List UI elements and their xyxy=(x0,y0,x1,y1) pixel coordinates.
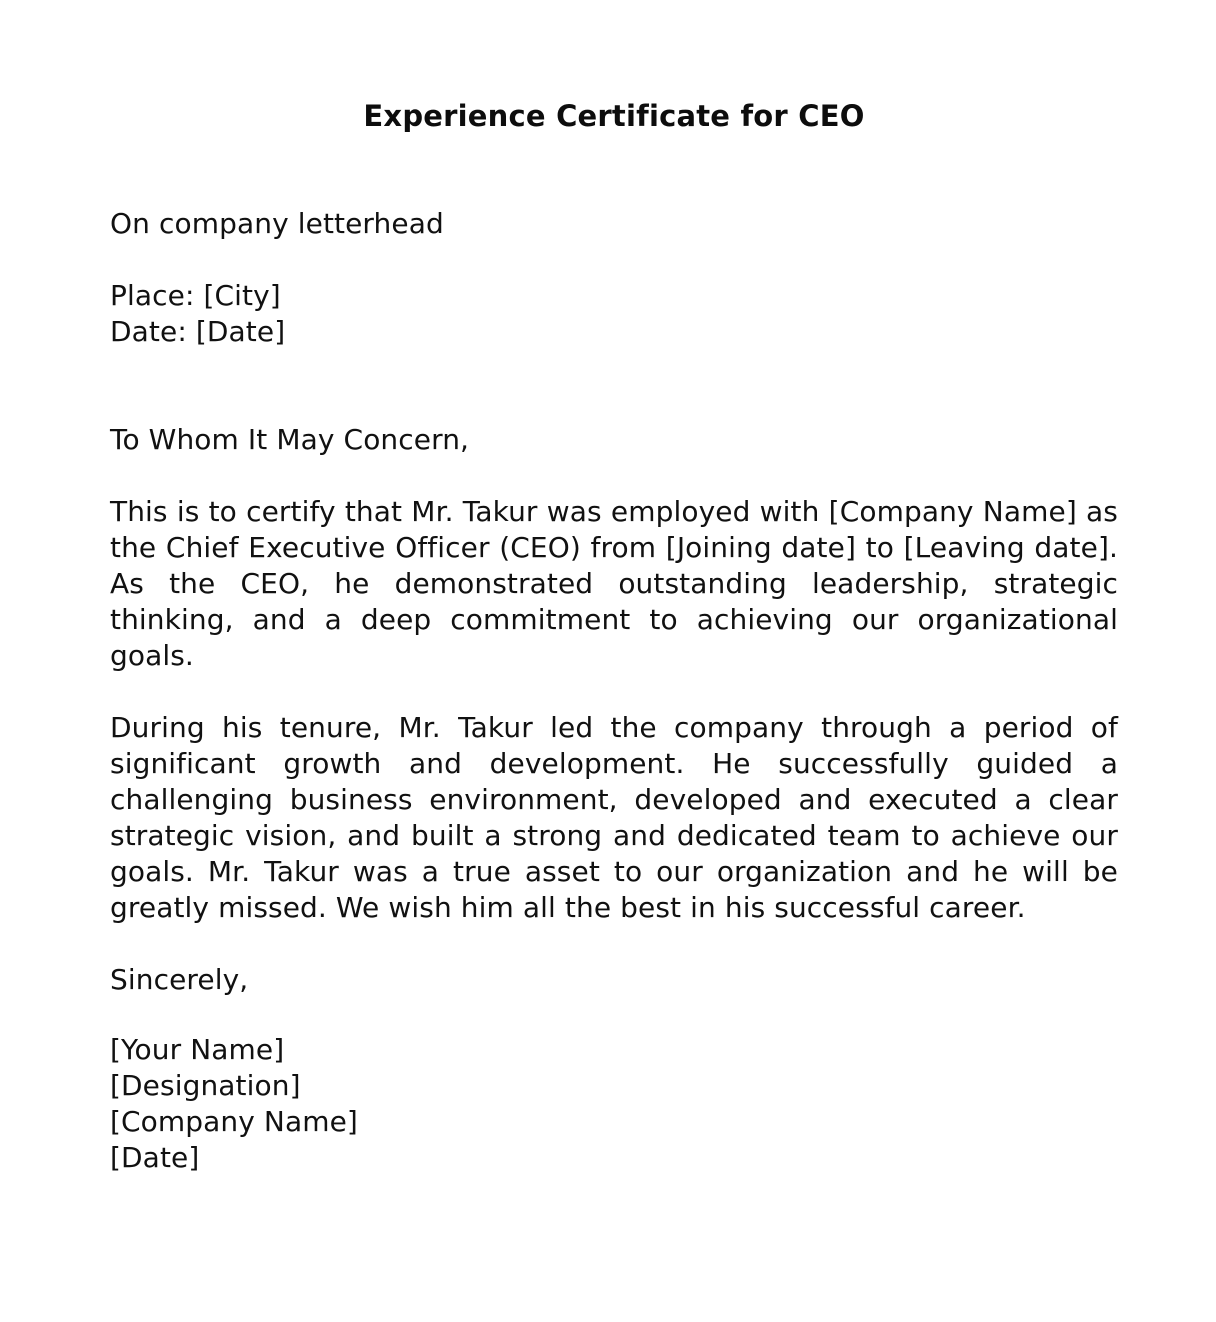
place-date-block xyxy=(110,278,1118,350)
signature-designation-line: [Designation] xyxy=(110,1069,301,1102)
body-paragraph-1: This is to certify that Mr. Takur was employed with [Company Name] as the Chief Executive Officer (CEO) from [Joining date] to [Leaving date]. As the CEO, he demonstrated outstanding leadership, strategic thinking, and a deep commitment to achieving our organizational goals. xyxy=(110,495,1118,672)
place-line: Place: [City] xyxy=(110,279,281,312)
document-title: Experience Certificate for CEO xyxy=(363,99,865,133)
signature-block xyxy=(110,1032,1118,1176)
date-line: Date: [Date] xyxy=(110,315,286,348)
signature-company-line: [Company Name] xyxy=(110,1105,358,1138)
signature-date-line: [Date] xyxy=(110,1141,200,1174)
letterhead-note: On company letterhead xyxy=(110,207,444,240)
salutation: To Whom It May Concern, xyxy=(110,423,470,456)
body-paragraph-2: During his tenure, Mr. Takur led the company through a period of significant growth and development. He successfully guided a challenging business environment, developed and executed a clear strategic vision, and built a strong and dedicated team to achieve our goals. Mr. Takur was a true asset to our organization and he will be greatly missed. We wish him all the best in his successful career. xyxy=(110,711,1118,924)
signature-name-line: [Your Name] xyxy=(110,1033,285,1066)
closing-salutation: Sincerely, xyxy=(110,963,249,996)
